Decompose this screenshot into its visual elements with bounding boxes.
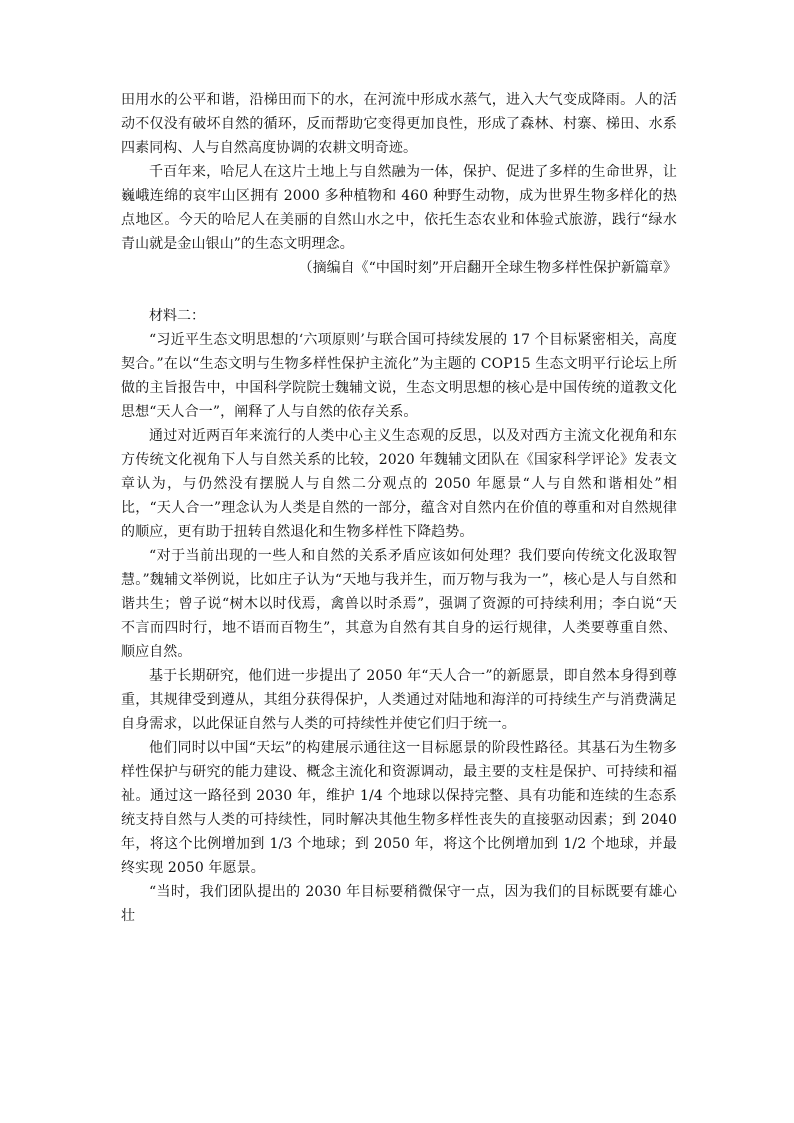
material2-paragraph-4: 基于长期研究，他们进一步提出了 2050 年“天人合一”的新愿景，即自然本身得到尊重，其规律受到遵从，其组分获得保护，人类通过对陆地和海洋的可持续生产与消费满足自身需求，以此保证自然与人类的可持续性并使它们归于统一。 bbox=[121, 668, 677, 732]
material1-paragraph-1: 田用水的公平和谐，沿梯田而下的水，在河流中形成水蒸气，进入大气变成降雨。人的活动不仅没有破坏自然的循环，反而帮助它变得更加良性，形成了森林、村寨、梯田、水系四素同构、人与自然高度协调的农耕文明奇迹。 bbox=[121, 92, 677, 156]
document-page bbox=[121, 88, 677, 928]
material2-paragraph-2: 通过对近两百年来流行的人类中心主义生态观的反思，以及对西方主流文化视角和东方传统文化视角下人与自然关系的比较，2020 年魏辅文团队在《国家科学评论》发表文章认为，与仍然没有摆脱人与自然二分观点的 2050 年愿景“人与自然和谐相处”相比，“天人合一”理念认为人类是自然的一部分，蕴含对自然内在价值的尊重和对自然规律的顺应，更有助于扭转自然退化和生物多样性下降趋势。 bbox=[121, 428, 677, 540]
material1-source: （摘编自《“中国时刻”开启翻开全球生物多样性保护新篇章》 bbox=[298, 260, 677, 276]
material2-paragraph-6: “当时，我们团队提出的 2030 年目标要稍微保守一点，因为我们的目标既要有雄心壮 bbox=[121, 884, 677, 924]
material1-paragraph-2: 千百年来，哈尼人在这片土地上与自然融为一体，保护、促进了多样的生命世界，让巍峨连绵的哀牢山区拥有 2000 多种植物和 460 种野生动物，成为世界生物多样化的热点地区。今天的哈尼人在美丽的自然山水之中，依托生态农业和体验式旅游，践行“绿水青山就是金山银山”的生态文明理念。 bbox=[121, 164, 677, 252]
material2-heading: 材料二： bbox=[149, 308, 205, 324]
material2-paragraph-5: 他们同时以中国“天坛”的构建展示通往这一目标愿景的阶段性路径。其基石为生物多样性保护与研究的能力建设、概念主流化和资源调动，最主要的支柱是保护、可持续和福祉。通过这一路径到 2030 年，维护 1/4 个地球以保持完整、具有功能和连续的生态系统支持自然与人类的可持续性，同时解决其他生物多样性丧失的直接驱动因素；到 2040 年，将这个比例增加到 1/3 个地球；到 2050 年，将这个比例增加到 1/2 个地球，并最终实现 2050 年愿景。 bbox=[121, 740, 677, 876]
material2-paragraph-1: “习近平生态文明思想的‘六项原则’与联合国可持续发展的 17 个目标紧密相关，高度契合。”在以“生态文明与生物多样性保护主流化”为主题的 COP15 生态文明平行论坛上所做的主旨报告中，中国科学院院士魏辅文说，生态文明思想的核心是中国传统的道教文化思想“天人合一”，阐释了人与自然的依存关系。 bbox=[121, 332, 677, 420]
material2-paragraph-3: “对于当前出现的一些人和自然的关系矛盾应该如何处理？我们要向传统文化汲取智慧。”魏辅文举例说，比如庄子认为“天地与我并生，而万物与我为一”，核心是人与自然和谐共生；曾子说“树木以时伐焉，禽兽以时杀焉”，强调了资源的可持续利用；李白说“天不言而四时行，地不语而百物生”，其意为自然有其自身的运行规律，人类要尊重自然、顺应自然。 bbox=[121, 548, 677, 660]
section-spacer bbox=[121, 280, 677, 304]
